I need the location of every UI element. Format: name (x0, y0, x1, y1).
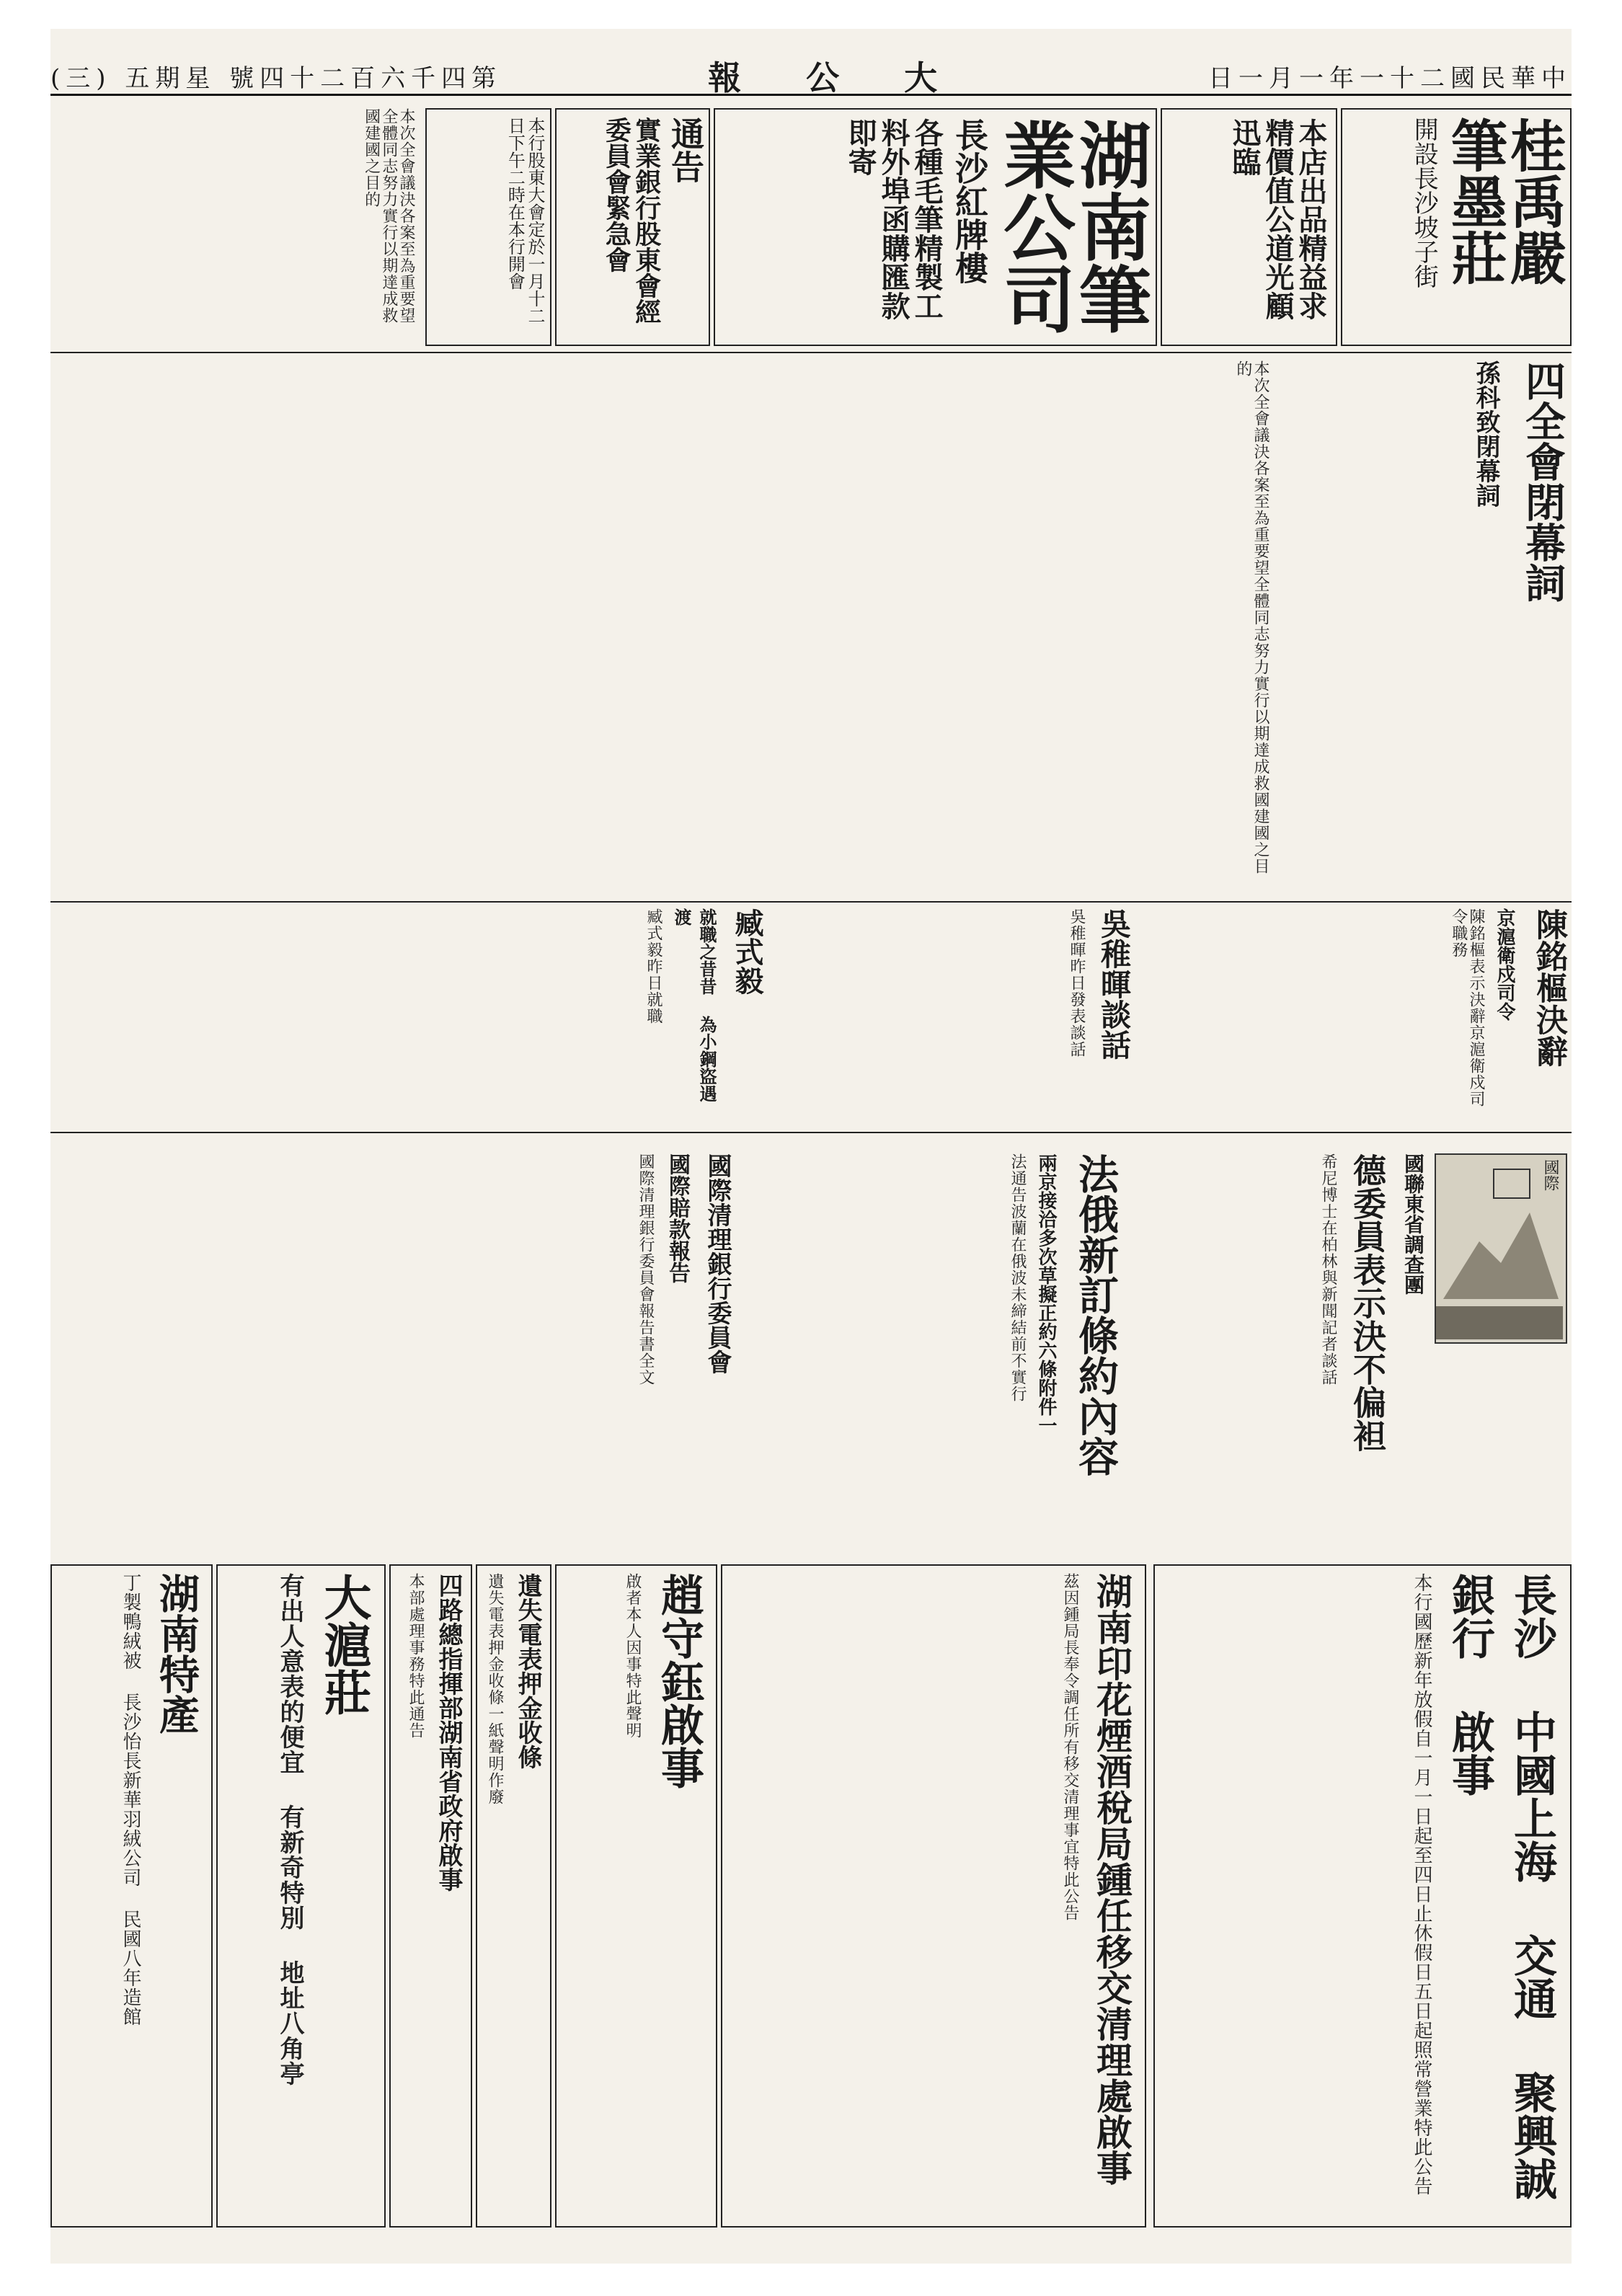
mid-article-3-headline: 臧式毅 (730, 908, 764, 995)
lower-article-1-sub: 德委員表示決不偏袒 (1348, 1153, 1387, 1452)
ad-block-5 (555, 108, 710, 346)
lower-article-1-body: 希尼博士在柏林與新聞記者談話 (1319, 1153, 1337, 1386)
mid-article-2 (771, 908, 1135, 1125)
ad-3-title: 湖南筆業公司 (991, 118, 1152, 334)
bottom-ad-2 (216, 1564, 386, 2228)
mid-article-1-headline: 陳銘樞決辭 (1530, 908, 1567, 1067)
bottom-ad-1-body: 本行國歷新年放假自一月一日起至四日止休假日五日起照常營業特此公告 (1411, 1573, 1432, 2196)
ad-4-text: 各種毛筆精製工料外埠函購匯款即寄 (843, 118, 944, 320)
lower-article-2-sub: 兩京接洽多次草擬正約六條附件一 (1035, 1153, 1057, 1435)
notice-4-body: 本部處理事務特此通告 (407, 1573, 425, 1739)
top-article-columns (65, 360, 1276, 894)
notice-2 (555, 1564, 717, 2228)
masthead (50, 58, 1572, 96)
lower-article-2-body: 法通告波蘭在俄波未締結前不實行 (1009, 1153, 1027, 1402)
mid-article-1-sub: 京滬衛戍司令 (1494, 908, 1515, 1021)
ad-3-sub: 長沙紅牌樓 (950, 118, 989, 284)
divider (50, 352, 1572, 353)
divider (50, 1132, 1572, 1133)
ad-1-sub: 開設長沙坡子街 (1409, 117, 1439, 288)
lower-article-1-headline: 國聯東省調查團 (1401, 1153, 1425, 1295)
lower-article-3-sub: 國際賠款報告 (665, 1153, 690, 1283)
mid-article-3-sub: 就職之昔昔 為小鋼盜遇渡 (671, 908, 717, 1102)
notice-3-headline: 遺失電表押金收條 (513, 1573, 542, 1769)
illustration (1435, 1153, 1567, 1344)
lower-article-2-headline: 法俄新訂條約內容 (1072, 1153, 1120, 1476)
ad-5-title: 通告 (666, 117, 705, 183)
bottom-ad-2-body: 有出人意表的便宜 有新奇特別 地址八角亭 (275, 1573, 304, 2086)
issue-line: (三) 五期星 號四十二百六千四第 (50, 63, 502, 93)
lower-article-3-headline: 國際清理銀行委員會 (703, 1153, 732, 1374)
top-article-body: 本次全會議決各案至為重要望全體同志努力實行以期達成救國建國之目的 (1233, 360, 1269, 874)
notice-1 (721, 1564, 1146, 2228)
notice-2-body: 啟者本人因事特此聲明 (624, 1573, 642, 1739)
bottom-ad-3-body: 丁製鴨絨被 長沙怡長新華羽絨公司 民國八年造館 (120, 1573, 141, 2026)
ad-6-text: 本行股東大會定於一月十二日下午二時在本行開會 (505, 117, 545, 324)
notice-3 (476, 1564, 551, 2228)
bottom-ad-1 (1153, 1564, 1572, 2228)
top-article-headline: 四全會閉幕詞 (1519, 360, 1566, 603)
top-article-subheadline: 孫科致閉幕詞 (1471, 360, 1500, 507)
lower-article-2 (743, 1153, 1125, 1557)
notice-1-body: 茲因鍾局長奉令調任所有移交清理事宜特此公告 (1061, 1573, 1079, 1921)
ad-5-sub: 實業銀行股東會經委員會緊急會 (601, 117, 662, 324)
notice-4 (389, 1564, 472, 2228)
ad-2-text: 本店出品精益求精價值公道光顧迅臨 (1228, 118, 1328, 320)
paper-title: 報公大 (708, 58, 1003, 97)
mid-article-2-body: 吳稚暉昨日發表談話 (1068, 908, 1086, 1058)
notice-4-headline: 四路總指揮部湖南省政府啟事 (434, 1573, 463, 1892)
mid-article-3 (50, 908, 768, 1125)
illustration-caption: 國際 (1541, 1159, 1559, 1191)
ad-block-6 (425, 108, 551, 346)
divider (50, 901, 1572, 903)
ad-1-title: 桂禹嚴筆墨莊 (1442, 117, 1566, 285)
mid-article-2-headline: 吳稚暉談話 (1096, 908, 1132, 1060)
notice-1-headline: 湖南印花煙酒稅局鍾任移交清理處啟事 (1091, 1573, 1133, 2186)
mid-article-1 (1139, 908, 1572, 1125)
left-top-body: 本次全會議決各案至為重要望全體同志努力實行以期達成救國建國之目的 (362, 108, 415, 324)
bottom-ad-1-headline: 長沙 中國上海 交通 聚興誠銀行 啟事 (1445, 1573, 1557, 2200)
lower-article-1 (1132, 1153, 1427, 1557)
date-line: 日一月一年一十二國民華中 (1208, 63, 1572, 93)
left-top-article (50, 108, 422, 346)
mid-article-3-body: 臧式毅昨日就職 (644, 908, 662, 1024)
top-article (1283, 360, 1572, 894)
ad-block-2 (1161, 108, 1337, 346)
lower-article-3-body: 國際清理銀行委員會報告書全文 (637, 1153, 655, 1386)
lower-article-3 (50, 1153, 735, 1557)
mid-article-1-body: 陳銘樞表示決辭京滬衛戍司令職務 (1449, 908, 1485, 1107)
bottom-ad-3-headline: 湖南特產 (153, 1573, 200, 1734)
bottom-ad-3 (50, 1564, 213, 2228)
newspaper-page (50, 29, 1572, 2264)
bottom-ad-2-headline: 大滬莊 (316, 1573, 372, 1716)
notice-3-body: 遺失電表押金收條一紙聲明作廢 (486, 1573, 504, 1805)
ad-block-3 (714, 108, 1157, 346)
ad-block-1 (1341, 108, 1572, 346)
notice-2-headline: 趙守鈺啟事 (654, 1573, 704, 1789)
